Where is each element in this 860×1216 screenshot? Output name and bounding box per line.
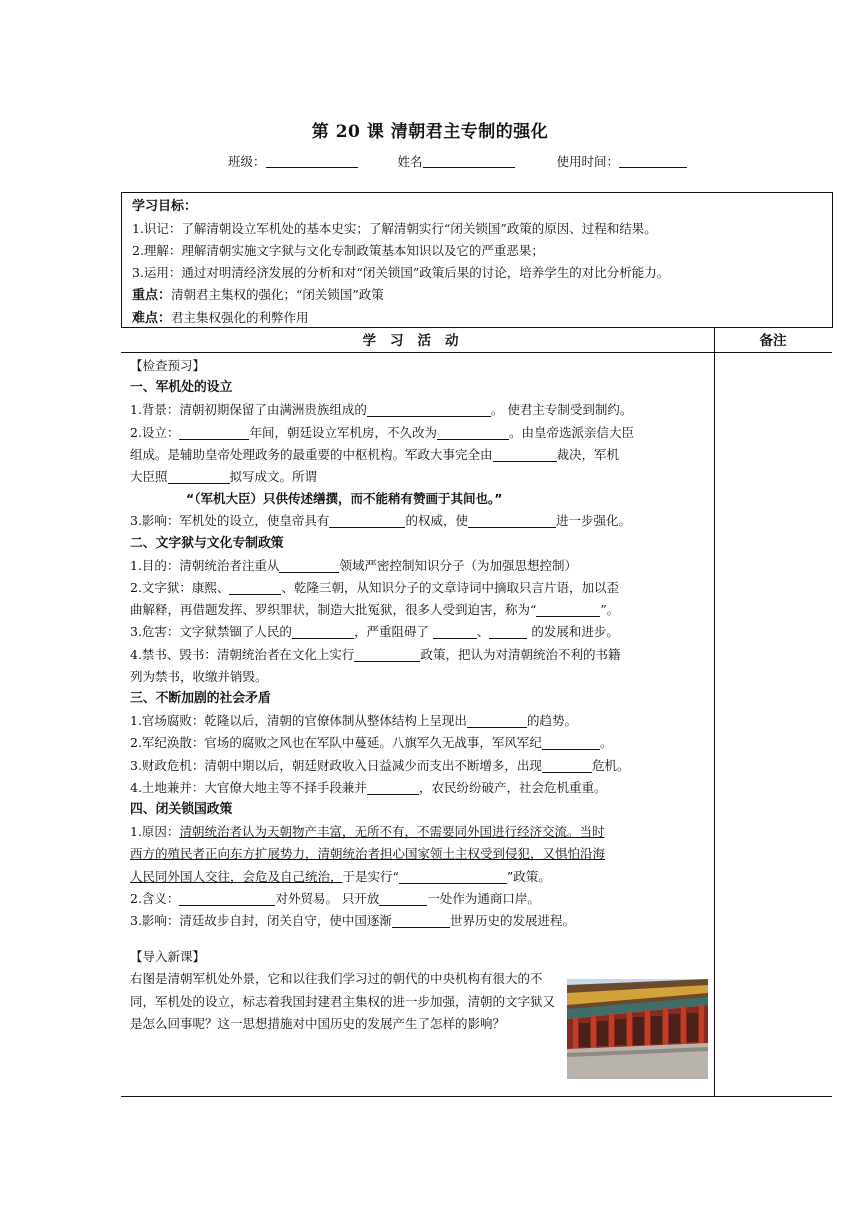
text: 1.官场腐败：乾隆以后，清朝的官僚体制从整体结构上呈现出 — [130, 713, 467, 729]
text: 3.影响：军机处的设立，使皇帝具有 — [130, 513, 330, 529]
goal-item: 2.理解：理解清朝实施文字狱与文化专制政策基本知识以及它的严重恶果； — [132, 243, 544, 258]
text: ，农民纷纷破产，社会危机重重。 — [418, 779, 607, 795]
quote-text: “（军机大臣）只供传述缮撰，而不能稍有赞画于其间也。” — [186, 491, 503, 507]
table-bottom-border — [121, 1096, 832, 1097]
answer-blank[interactable] — [379, 891, 427, 906]
learning-goals-box — [121, 192, 833, 328]
underlined-text: 人民同外国人交往，会危及自己统治， — [130, 868, 343, 884]
notes-header: 备注 — [759, 333, 787, 349]
text: 4.土地兼并：大官僚大地主等不择手段兼并 — [130, 779, 367, 795]
text: 2.文字狱：康熙、 — [130, 580, 230, 596]
section-title: 四、闭关锁国政策 — [130, 802, 233, 818]
date-field[interactable] — [619, 154, 687, 168]
text: 3.危害：文字狱禁锢了人民的 — [130, 624, 292, 640]
answer-blank[interactable] — [229, 580, 281, 595]
activities-content — [130, 355, 710, 1035]
difficult-point-label: 难点： — [132, 311, 172, 326]
answer-blank[interactable] — [168, 469, 230, 484]
answer-blank[interactable] — [367, 780, 419, 795]
difficult-point-text: 君主集权强化的利弊作用 — [171, 310, 309, 325]
answer-blank[interactable] — [367, 402, 491, 417]
text: 世界历史的发展进程。 — [449, 913, 575, 929]
text: 。 使君主专制受到制约。 — [490, 402, 633, 418]
text: 1.背景：清朝初期保留了由满洲贵族组成的 — [130, 402, 367, 418]
text: 。 — [599, 735, 613, 751]
text: 的趋势。 — [526, 713, 577, 729]
text: 政策，把认为对清朝统治不利的书籍 — [420, 646, 621, 662]
text: 进一步强化。 — [555, 513, 631, 529]
answer-blank[interactable] — [292, 624, 354, 639]
answer-blank[interactable] — [433, 624, 477, 639]
section-title: 三、不断加剧的社会矛盾 — [130, 691, 271, 707]
answer-blank[interactable] — [329, 513, 405, 528]
answer-blank[interactable] — [542, 735, 600, 750]
text: 的发展和进步。 — [527, 624, 619, 640]
underlined-text: 清朝统治者认为天朝物产丰富，无所不有，不需要同外国进行经济交流。当时 — [179, 824, 605, 840]
key-point-text: 清朝君主集权的强化；“闭关锁国”政策 — [171, 287, 384, 302]
table-header — [121, 328, 832, 353]
answer-blank[interactable] — [468, 513, 556, 528]
goal-item: 1.识记：了解清朝设立军机处的基本史实；了解清朝实行“闭关锁国”政策的原因、过程和结果。 — [132, 221, 657, 236]
answer-blank[interactable] — [179, 425, 249, 440]
text: 、 — [476, 624, 490, 640]
text: 拟写成文。所谓 — [229, 469, 318, 485]
text: 3.影响：清廷故步自封，闭关自守，使中国逐渐 — [130, 913, 392, 929]
answer-blank[interactable] — [392, 913, 450, 928]
date-label: 使用时间： — [556, 154, 620, 169]
text: 列为禁书，收缴并销毁。 — [130, 668, 268, 684]
answer-blank[interactable] — [354, 647, 420, 662]
text: 2.含义： — [130, 890, 180, 906]
text: 一处作为通商口岸。 — [427, 890, 540, 906]
answer-blank[interactable] — [536, 602, 600, 617]
intro-text: 右图是清朝军机处外景，它和以往我们学习过的朝代的中央机构有很大的不同，军机处的设立，标志着我国封建君主集权的进一步加强，清朝的文字狱又是怎么回事呢？这一思想措施对中国历史的发展产生了怎样的影响？ — [130, 971, 556, 1031]
answer-blank[interactable] — [279, 558, 339, 573]
text: 曲解释，再借题发挥、罗织罪状，制造大批冤狱，很多人受到迫害，称为“ — [130, 602, 537, 618]
intro-label: 【导入新课】 — [130, 949, 206, 965]
name-field[interactable] — [423, 154, 515, 168]
student-info-line — [228, 152, 687, 170]
preview-label: 【检查预习】 — [130, 358, 206, 373]
column-divider — [714, 328, 715, 1096]
goals-heading: 学习目标： — [132, 199, 198, 214]
text: 3.财政危机：清朝中期以后，朝廷财政收入日益减少而支出不断增多，出现 — [130, 757, 542, 773]
class-label: 班级： — [228, 154, 266, 169]
text: 裁决，军机 — [556, 446, 620, 462]
answer-blank[interactable] — [399, 869, 507, 884]
answer-blank[interactable] — [542, 758, 592, 773]
key-point-label: 重点： — [132, 288, 172, 303]
answer-blank[interactable] — [493, 447, 557, 462]
text: 2.设立： — [130, 424, 180, 440]
text: 4.禁书、毁书：清朝统治者在文化上实行 — [130, 646, 355, 662]
text: 对外贸易。 只开放 — [275, 890, 380, 906]
class-field[interactable] — [266, 154, 358, 168]
grand-council-building-photo — [567, 979, 708, 1079]
goal-item: 3.运用：通过对明清经济发展的分析和对“闭关锁国”政策后果的讨论，培养学生的对比分析能力。 — [132, 265, 670, 280]
section-title: 二、文字狱与文化专制政策 — [130, 535, 284, 551]
name-label: 姓名 — [397, 154, 423, 169]
answer-blank[interactable] — [467, 713, 527, 728]
text: 领域严密控制知识分子（为加强思想控制） — [339, 557, 577, 573]
text: 1.原因： — [130, 824, 180, 840]
text: 年间，朝廷设立军机房，不久改为 — [249, 424, 437, 440]
text: ，严重阻碍了 — [353, 624, 433, 640]
text: 组成。是辅助皇帝处理政务的最重要的中枢机构。军政大事完全由 — [130, 446, 493, 462]
text: 2.军纪涣散：官场的腐败之风也在军队中蔓延。八旗军久无战事，军风军纪 — [130, 735, 542, 751]
page-title: 第 20 课 清朝君主专制的强化 — [311, 122, 549, 142]
text: 、乾隆三朝，从知识分子的文章诗词中摘取只言片语，加以歪 — [281, 580, 619, 596]
answer-blank[interactable] — [489, 624, 527, 639]
text: 。由皇帝选派亲信大臣 — [508, 424, 634, 440]
answer-blank[interactable] — [437, 425, 509, 440]
section-title: 一、军机处的设立 — [130, 380, 233, 396]
text: ”政策。 — [506, 868, 551, 884]
text: 危机。 — [591, 757, 630, 773]
underlined-text: 西方的殖民者正向东方扩展势力，清朝统治者担心国家领土主权受到侵犯，又惧怕沿海 — [130, 846, 606, 862]
text: 1.目的：清朝统治者注重从 — [130, 557, 280, 573]
activities-header: 学习活动 — [362, 333, 473, 349]
text: ”。 — [600, 602, 620, 618]
text: 的权威，使 — [405, 513, 468, 529]
answer-blank[interactable] — [179, 891, 275, 906]
text: 于是实行“ — [342, 868, 399, 884]
text: 大臣照 — [130, 469, 168, 485]
